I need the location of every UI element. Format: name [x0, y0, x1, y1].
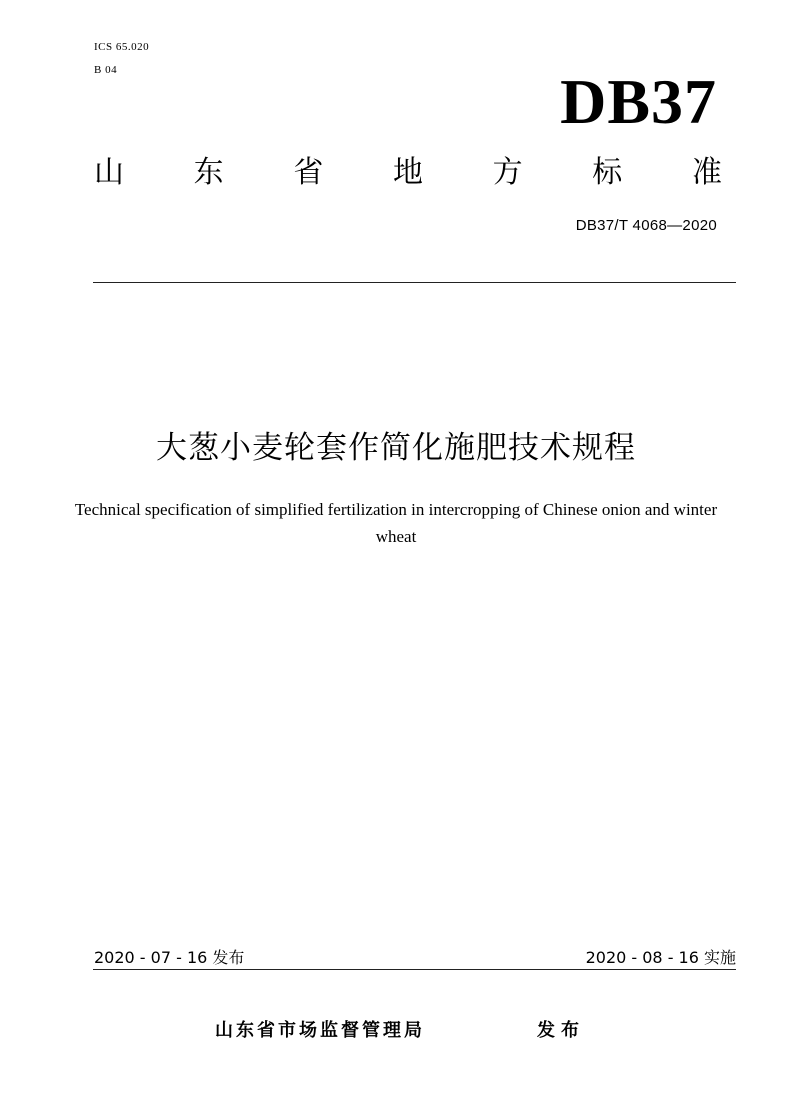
- ics-code: ICS 65.020: [94, 41, 150, 53]
- standard-type-char: 方: [492, 155, 523, 190]
- standard-code-logo: DB37: [560, 66, 717, 137]
- issuing-authority: 山东省市场监督管理局: [215, 1020, 425, 1041]
- standard-type-char: 标: [592, 155, 623, 190]
- issue-label: 发布: [537, 1020, 585, 1041]
- standard-type-heading: [94, 153, 722, 193]
- implementation-date: 2020 - 08 - 16 实施: [585, 948, 736, 967]
- standard-number: DB37/T 4068—2020: [575, 217, 717, 234]
- issue-date: 2020 - 07 - 16 发布: [94, 948, 245, 967]
- standard-type-char: 准: [691, 155, 722, 190]
- document-title-chinese: 大葱小麦轮套作简化施肥技术规程: [156, 430, 636, 466]
- standard-type-char: 山: [94, 155, 124, 190]
- standard-type-char: 东: [193, 155, 224, 190]
- ccs-code: B 04: [94, 64, 118, 76]
- header-divider: [93, 282, 736, 283]
- standard-type-char: 地: [392, 155, 423, 190]
- document-title-english: Technical specification of simplified fertilization in intercropping of Chinese onion and winter wheat: [74, 500, 718, 546]
- footer-divider: [93, 969, 736, 970]
- standard-type-char: 省: [293, 155, 324, 190]
